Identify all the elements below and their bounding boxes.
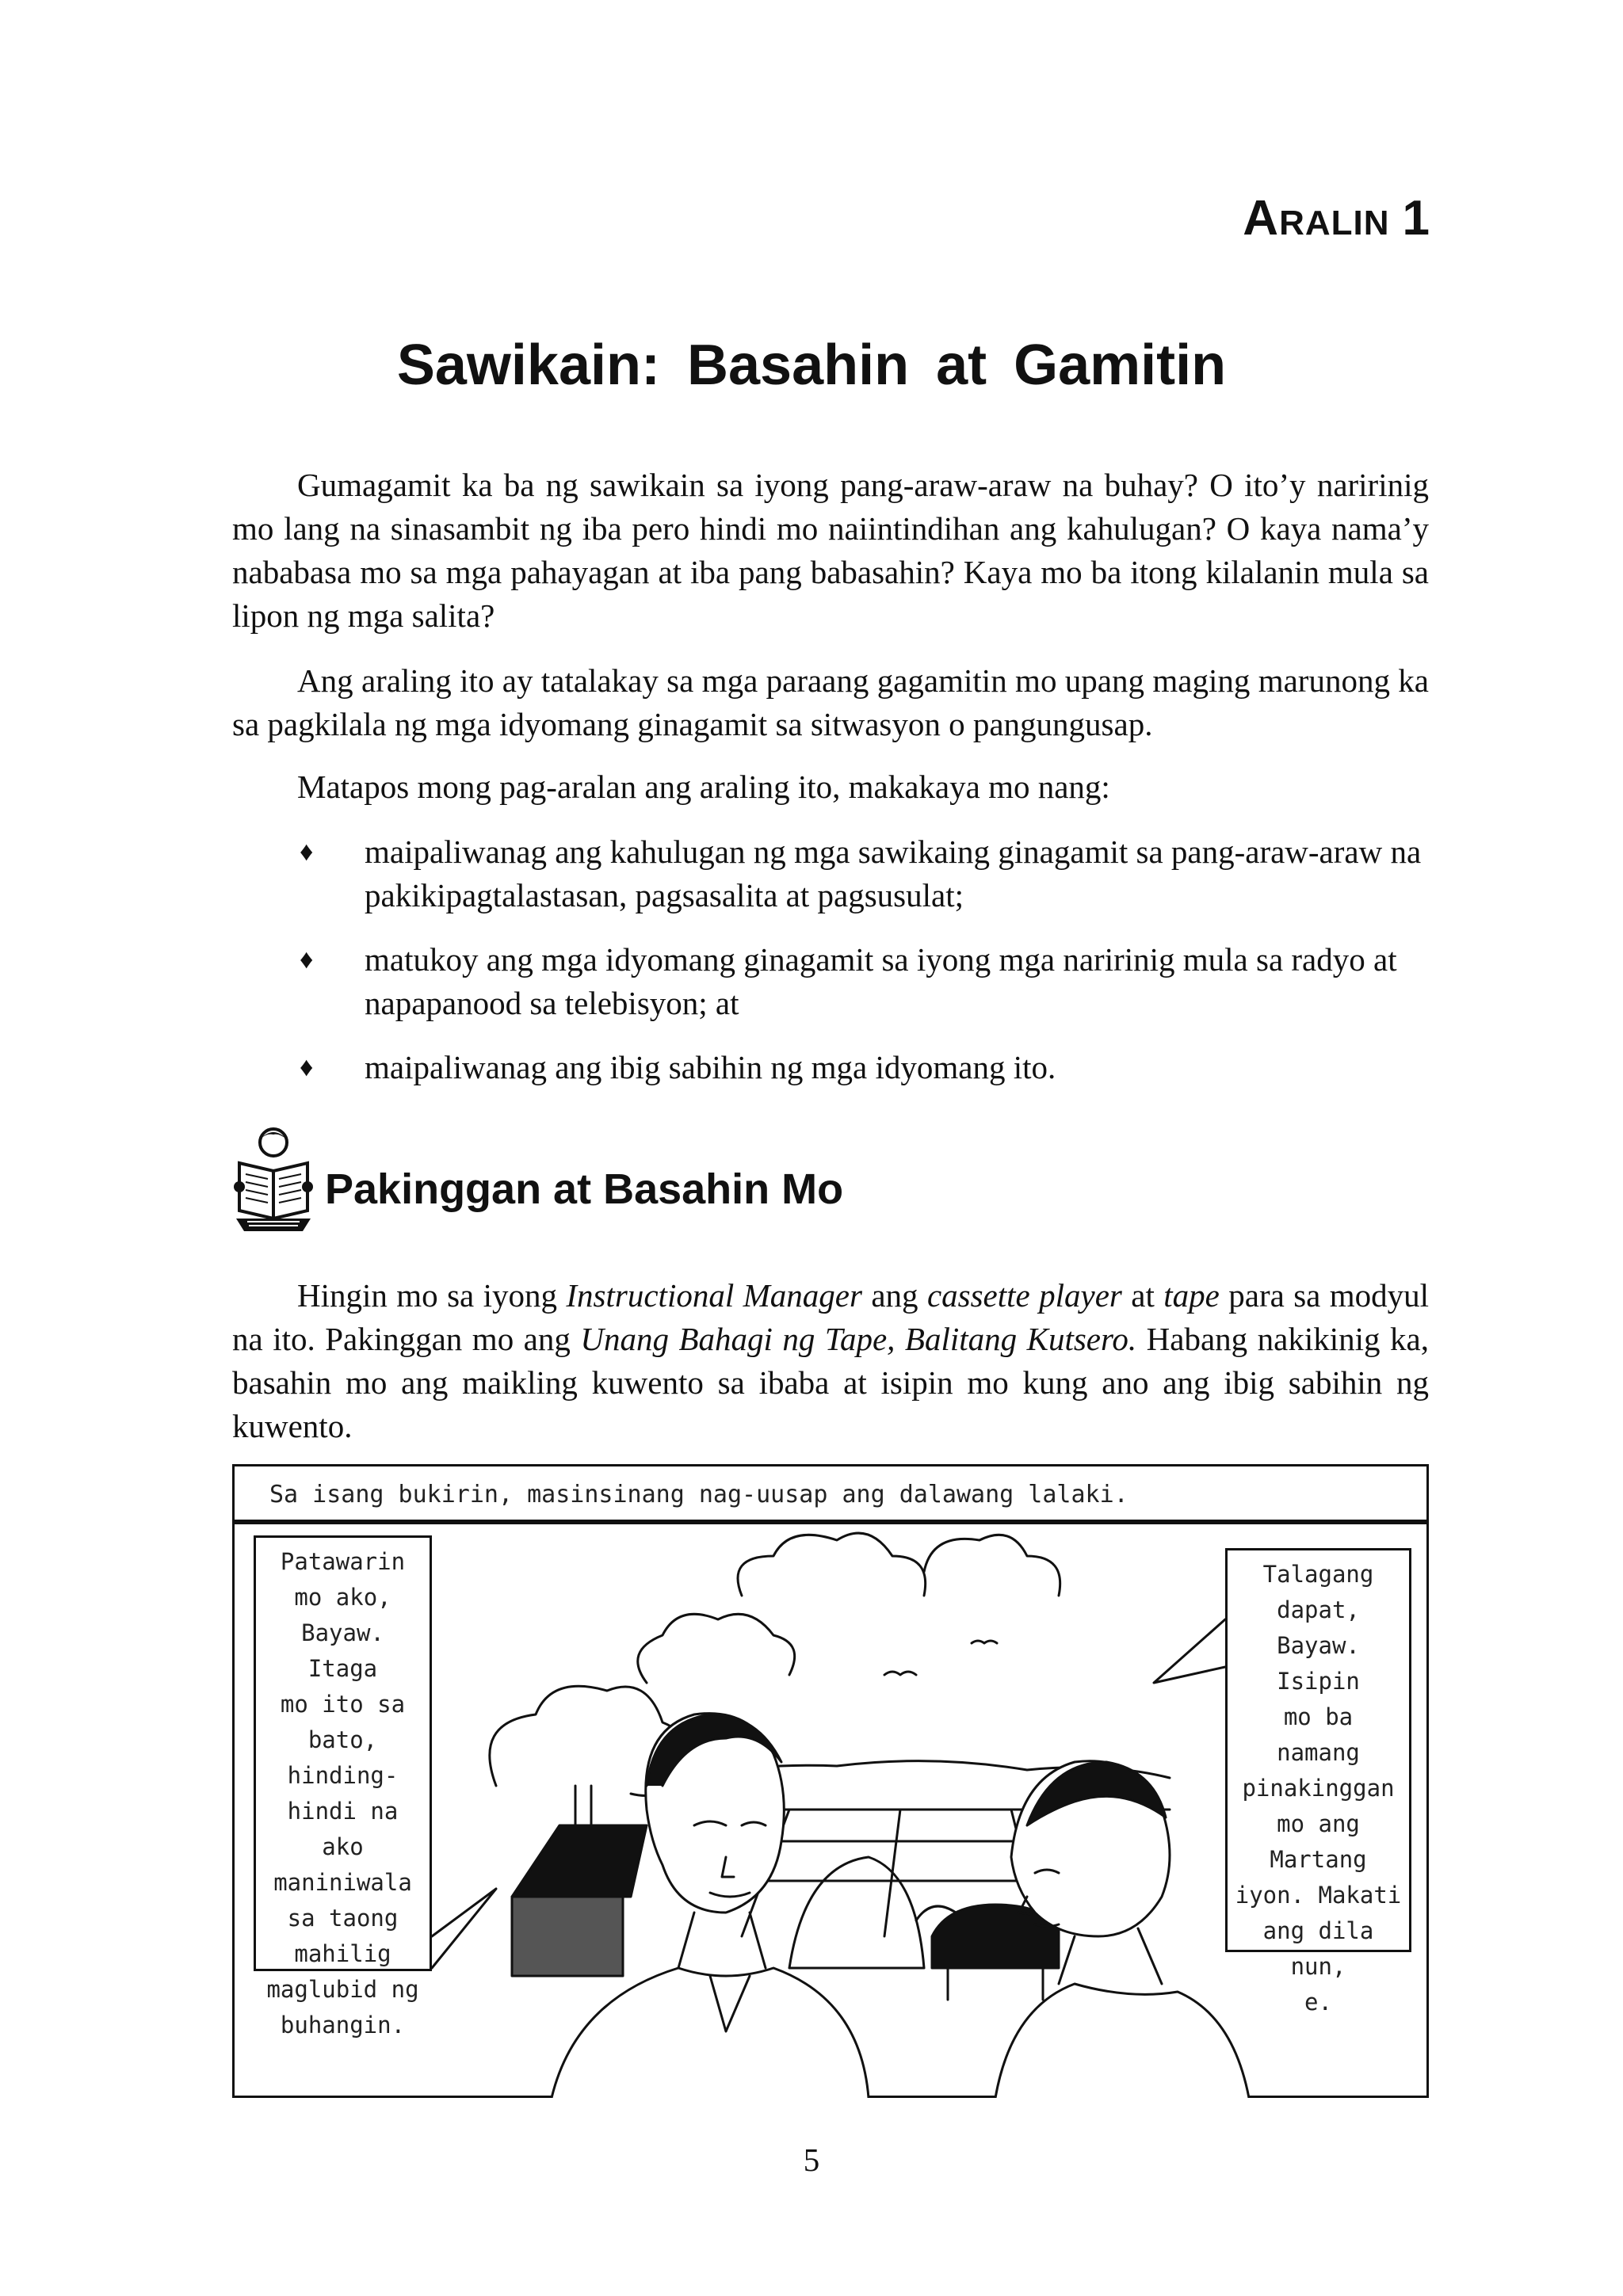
comic-panel: [232, 1464, 1429, 2098]
bubble-line: mo ba: [1283, 1703, 1354, 1730]
bubble-line: mo ako,: [294, 1584, 391, 1611]
list-item: [300, 1046, 1433, 1089]
bubble-line: mo ito sa: [280, 1691, 406, 1718]
paragraph-text: Ang araling ito ay tatalakay sa mga paraang gagamitin mo upang maging marunong ka sa pagkilala ng mga idyomang ginagamit sa sitwasyon o pangungusap.: [232, 662, 1429, 742]
list-item-text: matukoy ang mga idyomang ginagamit sa iyong mga naririnig mula sa radyo at napapanood sa telebisyon; at: [365, 941, 1397, 1021]
bubble-line: Patawarin: [280, 1548, 406, 1575]
text-run: at: [1121, 1277, 1164, 1314]
italic-term: cassette player: [926, 1277, 1122, 1314]
bubble-line: buhangin.: [280, 2012, 406, 2039]
list-item: [300, 830, 1433, 917]
speech-bubble-right: [1225, 1548, 1411, 2016]
lesson-label: [1243, 190, 1430, 246]
bubble-line: hindi na ako: [287, 1798, 399, 1860]
listen-paragraph: [232, 1274, 1429, 1448]
section-heading: [230, 1125, 1181, 1236]
intro-paragraph-3: [232, 765, 1429, 809]
reading-person-icon: [230, 1125, 317, 1236]
comic-scene: [235, 1522, 1426, 2096]
haystack-illustration: [789, 1857, 924, 1968]
bubble-line: maglubid ng: [266, 1976, 419, 2003]
bird-illustration: [884, 1672, 916, 1675]
page-number: 5: [803, 2142, 820, 2178]
paragraph-text: Gumagamit ka ba ng sawikain sa iyong pang-araw-araw na buhay? O ito’y naririnig mo lang na sinasambit ng iba pero hindi mo naiintindihan ang kahulugan? O kaya nama’y nababasa mo sa mga pahayagan at iba pang babasahin? Kaya mo ba itong kilalanin mula sa lipon ng mga salita?: [232, 467, 1429, 634]
list-item: [300, 938, 1433, 1025]
carabao-illustration: [916, 1905, 1059, 2000]
bubble-line: bato,: [307, 1726, 378, 1753]
objectives-list: [300, 830, 1433, 1110]
speech-tail-left: [432, 1889, 496, 1968]
bubble-line: Martang: [1270, 1846, 1367, 1873]
lesson-label-initial: A: [1243, 191, 1280, 246]
section-title: Pakinggan at Basahin Mo: [325, 1165, 844, 1213]
bird-illustration: [972, 1641, 997, 1643]
bubble-line: iyon. Makati: [1235, 1882, 1402, 1909]
text-run: Habang nakikinig ka, basahin mo ang maikling kuwento sa ibaba at isipin mo kung ano ang ibig sabihin ng kuwento.: [232, 1321, 1429, 1444]
page-title: Sawikain: Basahin at Gamitin: [396, 334, 1227, 397]
hut-illustration: [512, 1825, 647, 1976]
bubble-line: maniniwala: [273, 1869, 412, 1896]
bubble-line: namang: [1277, 1739, 1360, 1766]
bubble-line: mahilig: [294, 1940, 391, 1967]
text-run: para sa modyul na ito. Pakinggan mo ang: [232, 1277, 1430, 1357]
speech-bubble-left: [254, 1535, 432, 2039]
bubble-line: Bayaw. Isipin: [1277, 1632, 1360, 1695]
text-run: ang: [861, 1277, 927, 1314]
cloud-illustration: [638, 1614, 795, 1683]
bubble-line: Bayaw. Itaga: [301, 1619, 384, 1682]
italic-term: Instructional Manager: [566, 1277, 862, 1314]
diamond-bullet-icon: ♦: [300, 945, 314, 974]
bubble-line: dapat,: [1277, 1596, 1360, 1623]
bubble-line: mo ang: [1277, 1810, 1360, 1837]
cloud-illustration: [924, 1535, 1060, 1596]
italic-term: Unang Bahagi ng Tape, Balitang Kutsero.: [580, 1321, 1137, 1357]
list-item-text: maipaliwanag ang kahulugan ng mga sawikaing ginagamit sa pang-araw-araw na pakikipagtalastasan, pagsasalita at pagsusulat;: [365, 833, 1422, 913]
text-run: Hingin mo sa iyong: [297, 1277, 567, 1314]
paragraph-text: Matapos mong pag-aralan ang araling ito, makakaya mo nang:: [297, 769, 1110, 805]
bubble-line: e.: [1304, 1989, 1332, 2016]
diamond-bullet-icon: ♦: [300, 1053, 314, 1082]
intro-paragraph-1: [232, 463, 1429, 638]
paragraph-text: [232, 1274, 1429, 1448]
bubble-line: pinakinggan: [1242, 1775, 1395, 1802]
lesson-number: 1: [1402, 191, 1430, 246]
lesson-label-rest: RALIN: [1279, 204, 1390, 242]
bubble-line: ang dila nun,: [1262, 1917, 1374, 1980]
list-item-text: maipaliwanag ang ibig sabihin ng mga idyomang ito.: [365, 1049, 1056, 1085]
diamond-bullet-icon: ♦: [300, 837, 314, 867]
intro-paragraph-2: [232, 659, 1429, 746]
bubble-line: hinding-: [287, 1762, 399, 1789]
speech-tail-right: [1154, 1619, 1225, 1683]
italic-term: tape: [1163, 1277, 1220, 1314]
comic-caption: Sa isang bukirin, masinsinang nag-uusap ang dalawang lalaki.: [235, 1466, 1426, 1522]
bubble-line: Talagang: [1262, 1561, 1374, 1588]
cloud-illustration: [738, 1533, 926, 1596]
bubble-line: sa taong: [287, 1905, 399, 1932]
